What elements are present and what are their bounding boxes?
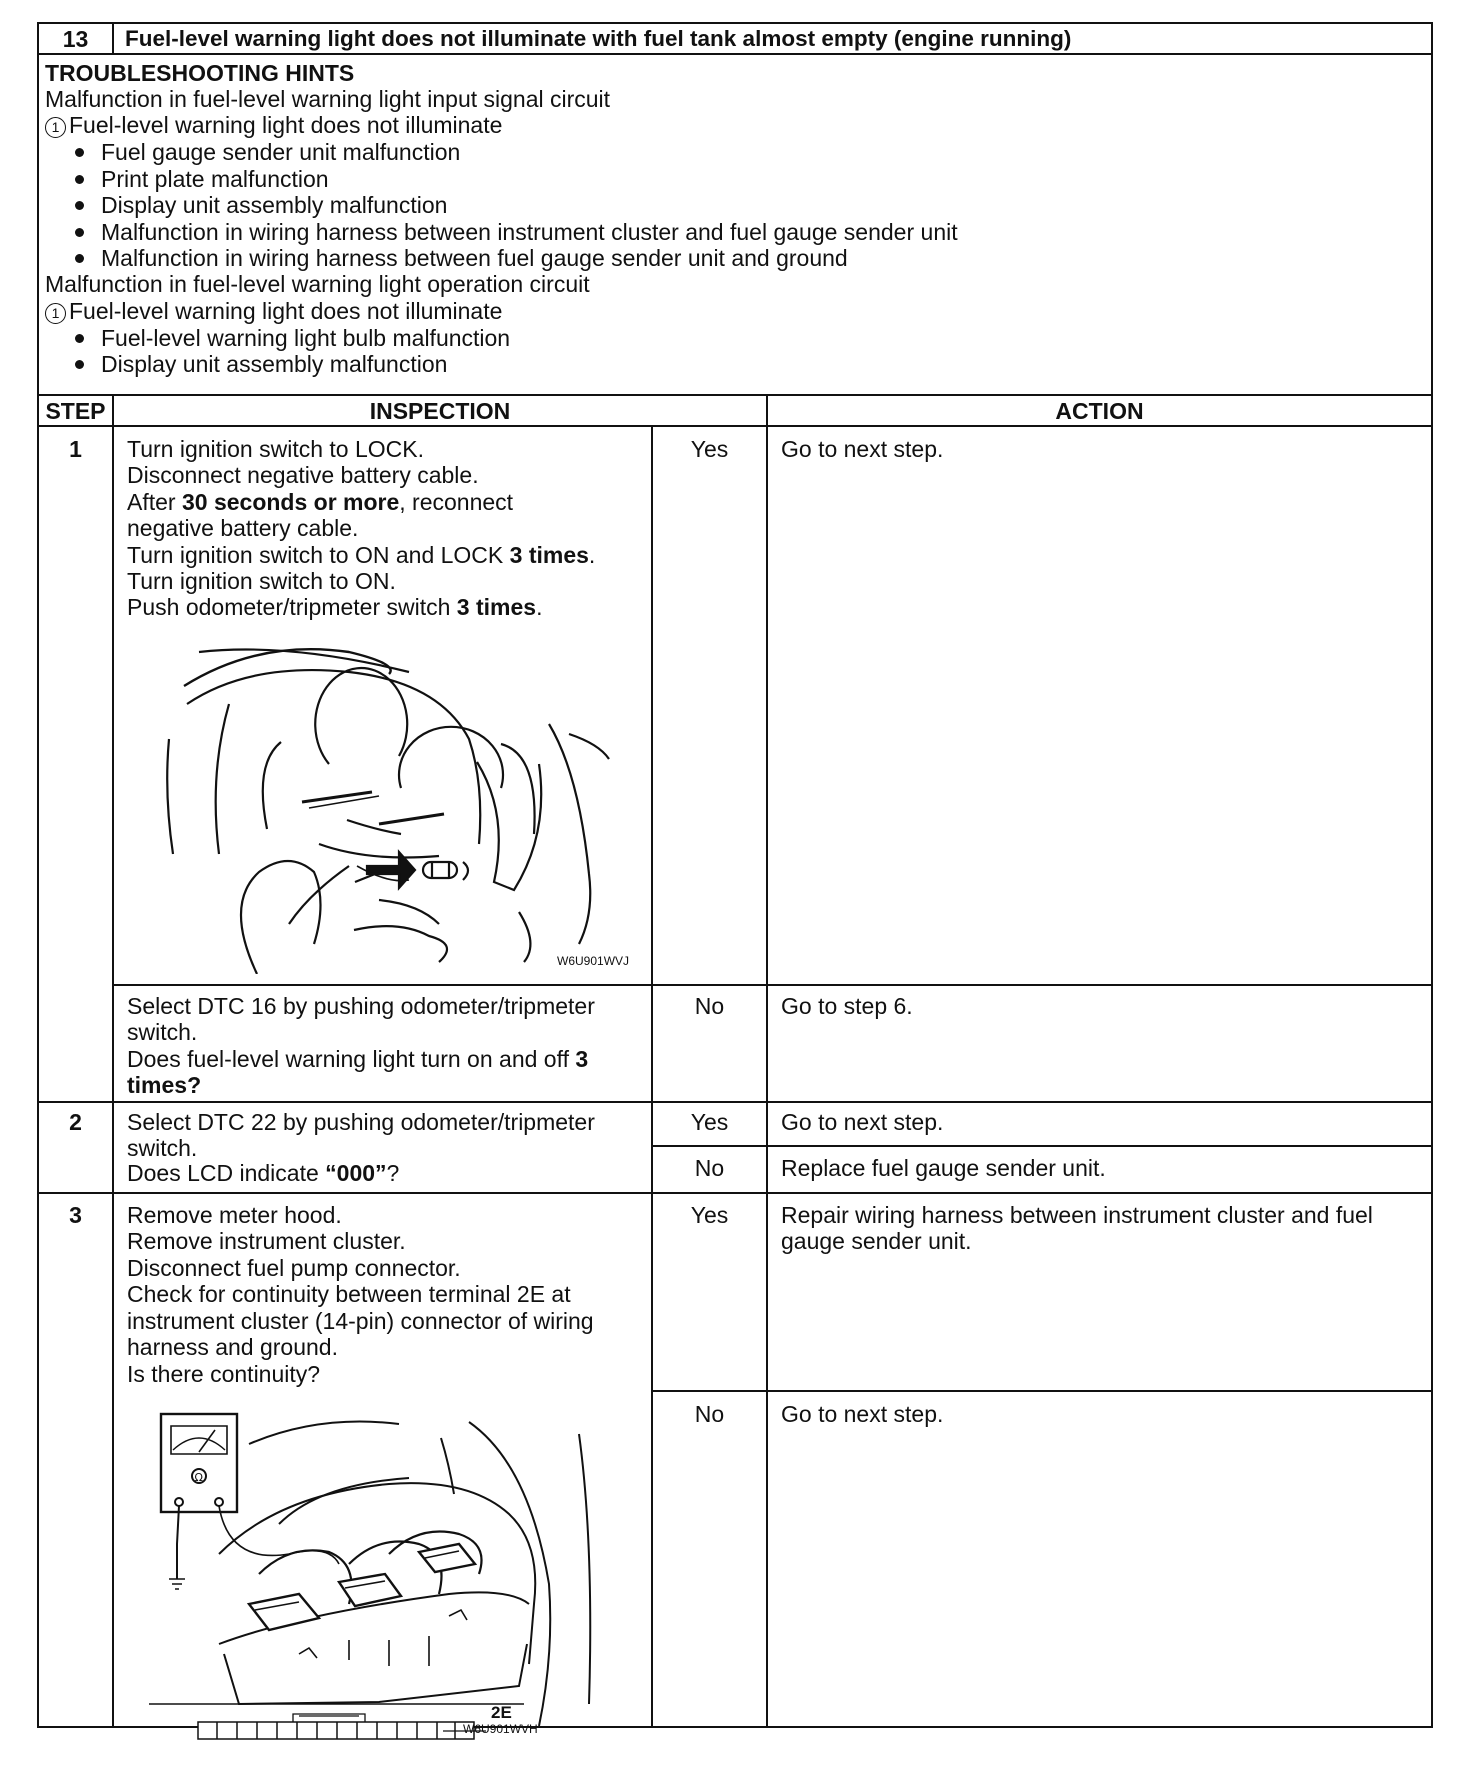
circled-one-icon: 1 — [45, 303, 66, 324]
action-text: gauge sender unit. — [781, 1228, 972, 1254]
problem-number: 13 — [62, 26, 89, 52]
bullet-icon — [75, 228, 84, 237]
column-inspection: INSPECTION — [369, 398, 511, 424]
step1-question: switch. — [127, 1019, 198, 1045]
answer-no: No — [694, 1155, 725, 1181]
bullet-icon — [75, 201, 84, 210]
action-text: Go to step 6. — [781, 993, 913, 1019]
step2-line: Select DTC 22 by pushing odometer/tripmeter — [127, 1109, 595, 1135]
hint-bullet-text: Malfunction in wiring harness between fuel gauge sender unit and ground — [101, 245, 848, 271]
rule-step1-end — [39, 1101, 1431, 1103]
text-run: Does fuel-level warning light turn on and off — [127, 1046, 576, 1072]
hint-bullet-text: Malfunction in wiring harness between instrument cluster and fuel gauge sender unit — [101, 219, 958, 245]
step1-line: Disconnect negative battery cable. — [127, 462, 479, 488]
text-run: . — [536, 594, 543, 620]
step3-line: Is there continuity? — [127, 1361, 321, 1387]
answer-no: No — [694, 1401, 725, 1427]
hint-bullet-text: Display unit assembly malfunction — [101, 351, 448, 377]
continuity-test-figure — [149, 1404, 649, 1726]
hint-bullet-text: Print plate malfunction — [101, 166, 329, 192]
rule-step3-split — [651, 1390, 1431, 1392]
text-run: Turn ignition switch to ON and LOCK — [127, 542, 510, 568]
figure-code: W6U901WVJ — [557, 954, 630, 968]
instrument-cluster-figure — [139, 644, 649, 974]
rule-step2-split — [651, 1145, 1431, 1147]
step3-line: harness and ground. — [127, 1334, 338, 1360]
connector-pin-diagram — [197, 1712, 487, 1742]
action-text: Go to next step. — [781, 436, 944, 462]
hints-sub-1-text: Fuel-level warning light does not illuminate — [69, 112, 503, 138]
step-number: 2 — [69, 1109, 82, 1135]
troubleshooting-sheet — [37, 22, 1433, 1736]
answer-no: No — [694, 993, 725, 1019]
answer-yes: Yes — [690, 1109, 729, 1135]
step2-line — [127, 1160, 399, 1187]
rule-header-num — [112, 24, 114, 54]
hints-sub-2 — [45, 298, 502, 325]
rule-answer-col — [651, 427, 653, 1728]
step3-line: Remove meter hood. — [127, 1202, 342, 1228]
hints-section-1: Malfunction in fuel-level warning light input signal circuit — [45, 86, 611, 112]
step1-question — [127, 1046, 588, 1073]
step1-line: Turn ignition switch to LOCK. — [127, 436, 424, 462]
step1-line — [127, 542, 595, 569]
rule-action-col — [766, 395, 768, 1728]
step-number: 1 — [69, 436, 82, 462]
step1-question: Select DTC 16 by pushing odometer/tripmeter — [127, 993, 595, 1019]
terminal-label: 2E — [491, 1703, 512, 1722]
emphasis: “000” — [325, 1160, 387, 1186]
rule-step-col — [112, 395, 114, 1728]
step1-line: negative battery cable. — [127, 515, 359, 541]
svg-text:Ω: Ω — [194, 1471, 203, 1484]
emphasis: 3 times — [509, 542, 589, 568]
column-action: ACTION — [1055, 398, 1144, 424]
text-run: After — [127, 489, 182, 515]
text-run: ? — [386, 1160, 400, 1186]
rule-step2-end — [39, 1192, 1431, 1194]
action-text: Repair wiring harness between instrument cluster and fuel — [781, 1202, 1373, 1228]
step3-line: Remove instrument cluster. — [127, 1228, 406, 1254]
hints-sub-2-text: Fuel-level warning light does not illuminate — [69, 298, 503, 324]
bullet-icon — [75, 254, 84, 263]
hint-bullet — [75, 139, 460, 166]
step3-line: Check for continuity between terminal 2E at — [127, 1281, 571, 1307]
action-text: Replace fuel gauge sender unit. — [781, 1155, 1106, 1181]
emphasis: 3 times — [456, 594, 537, 620]
bullet-icon — [75, 360, 84, 369]
rule-hints — [39, 394, 1431, 396]
hint-bullet — [75, 192, 447, 219]
step1-line — [127, 489, 513, 516]
problem-title: Fuel-level warning light does not illuminate with fuel tank almost empty (engine running) — [125, 26, 1072, 51]
text-run: Push odometer/tripmeter switch — [127, 594, 457, 620]
hint-bullet — [75, 166, 329, 193]
column-step: STEP — [45, 398, 106, 424]
emphasis: 3 — [575, 1046, 589, 1072]
text-run: . — [588, 542, 596, 568]
hints-sub-1 — [45, 112, 502, 139]
step3-line: instrument cluster (14-pin) connector of wiring — [127, 1308, 594, 1334]
step1-question: times? — [127, 1072, 202, 1098]
rule-columns — [39, 425, 1431, 427]
hint-bullet-text: Display unit assembly malfunction — [101, 192, 448, 218]
step2-line: switch. — [127, 1135, 198, 1161]
hint-bullet — [75, 325, 510, 352]
step3-line: Disconnect fuel pump connector. — [127, 1255, 461, 1281]
hints-section-2: Malfunction in fuel-level warning light operation circuit — [45, 271, 590, 297]
rule-header — [39, 53, 1431, 55]
step-number: 3 — [69, 1202, 82, 1228]
text-run: Does LCD indicate — [127, 1160, 326, 1186]
circled-one-icon: 1 — [45, 117, 66, 138]
bullet-icon — [75, 334, 84, 343]
step1-line: Turn ignition switch to ON. — [127, 568, 396, 594]
answer-yes: Yes — [690, 436, 729, 462]
hints-heading: TROUBLESHOOTING HINTS — [45, 60, 355, 86]
text-run: , reconnect — [399, 489, 514, 515]
hint-bullet-text: Fuel gauge sender unit malfunction — [101, 139, 461, 165]
hint-bullet — [75, 219, 958, 246]
step1-line — [127, 594, 542, 621]
action-text: Go to next step. — [781, 1401, 944, 1427]
bullet-icon — [75, 175, 84, 184]
answer-yes: Yes — [690, 1202, 729, 1228]
rule-step1-split — [112, 984, 1431, 986]
emphasis: 30 seconds or more — [181, 489, 400, 515]
action-text: Go to next step. — [781, 1109, 944, 1135]
bullet-icon — [75, 148, 84, 157]
hint-bullet-text: Fuel-level warning light bulb malfunction — [101, 325, 511, 351]
figure-code: W6U901WVH — [463, 1722, 538, 1736]
hint-bullet — [75, 351, 447, 378]
hint-bullet — [75, 245, 848, 272]
